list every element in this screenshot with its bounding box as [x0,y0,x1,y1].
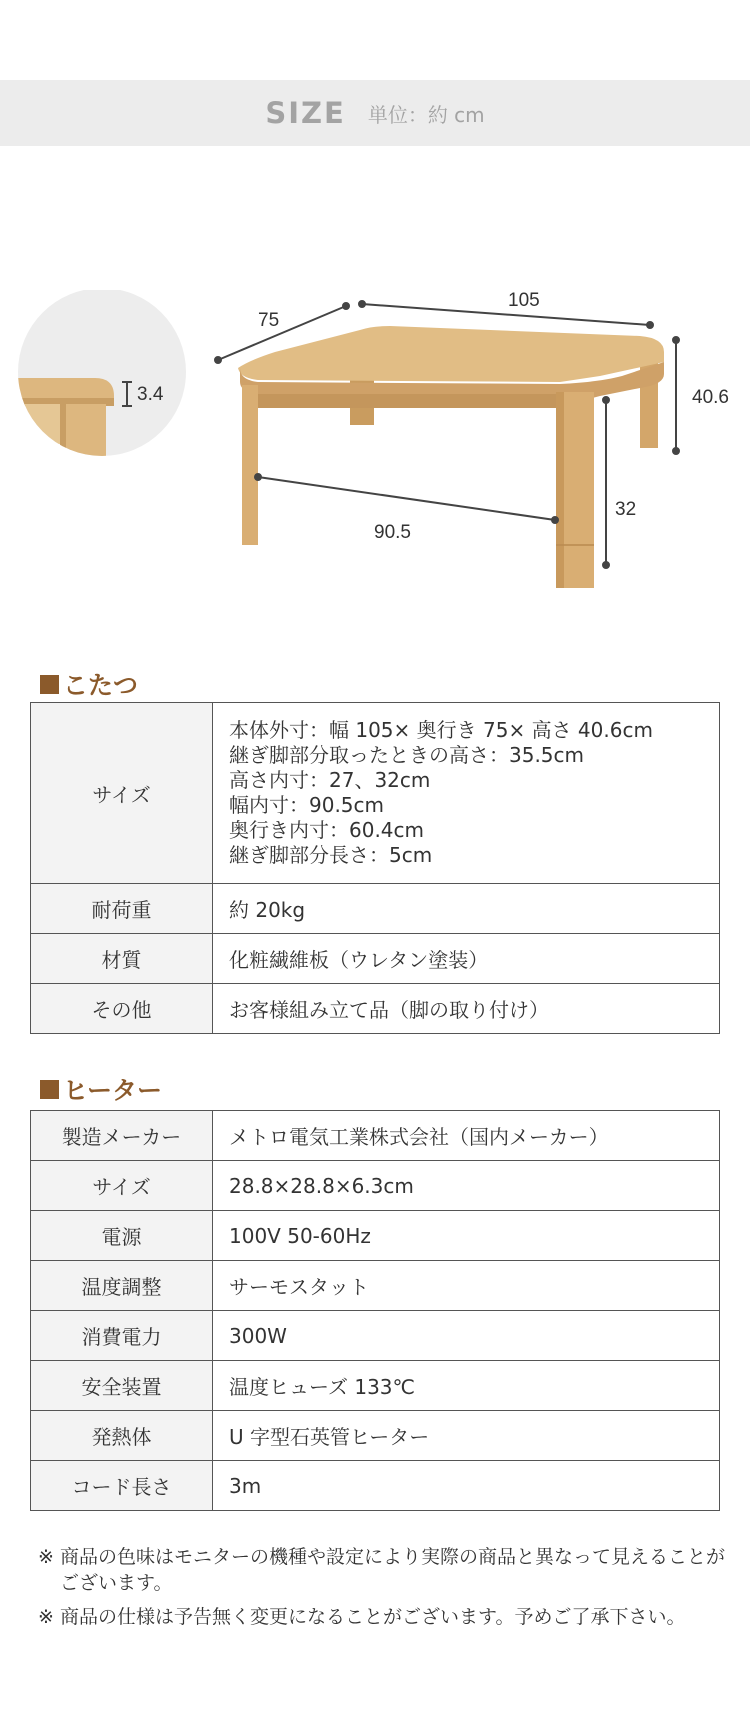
row-value-size [213,703,720,884]
table-row [31,934,720,984]
row-value: お客様組み立て品（脚の取り付け） [213,984,720,1034]
kotatsu-dimension-illustration [0,290,750,590]
row-value: 化粧繊維板（ウレタン塗装） [213,934,720,984]
note-mark: ※ [38,1546,54,1568]
edge-detail-circle [10,290,186,484]
size-header-band [0,80,750,146]
row-value: 28.8×28.8×6.3cm [213,1161,720,1211]
row-label: サイズ [31,703,213,884]
row-value: 温度ヒューズ 133℃ [213,1361,720,1411]
dim-width: 105 [508,290,540,311]
row-label: 発熱体 [31,1411,213,1461]
row-value: メトロ電気工業株式会社（国内メーカー） [213,1111,720,1161]
table-row [31,1161,720,1211]
kotatsu-table-drawing [238,326,664,588]
note-mark: ※ [38,1606,54,1628]
heater-spec-table [30,1110,720,1511]
size-unit: 単位：約 cm [367,102,485,127]
row-value: 約 20kg [213,884,720,934]
heater-heading-text: ヒーター [63,1076,163,1105]
table-row [31,984,720,1034]
row-label: コード長さ [31,1461,213,1511]
table-row [31,1261,720,1311]
square-bullet-icon [40,675,59,694]
size-line: 奥行き内寸：60.4cm [229,818,425,842]
row-label: 製造メーカー [31,1111,213,1161]
table-row [31,1361,720,1411]
table-row [31,1211,720,1261]
row-label: 温度調整 [31,1261,213,1311]
row-label: 耐荷重 [31,884,213,934]
size-line: 本体外寸：幅 105× 奥行き 75× 高さ 40.6cm [229,718,653,742]
size-title: SIZE [265,96,346,130]
kotatsu-section-heading [40,666,138,702]
size-line: 継ぎ脚部分取ったときの高さ：35.5cm [229,743,585,767]
row-label: 消費電力 [31,1311,213,1361]
note-item [38,1604,738,1630]
row-label: その他 [31,984,213,1034]
row-label: 材質 [31,934,213,984]
note-text: 商品の仕様は予告無く変更になることがございます。予めご了承下さい。 [60,1606,686,1628]
row-label: 電源 [31,1211,213,1261]
note-text: 商品の色味はモニターの機種や設定により実際の商品と異なって見えることがございます。 [60,1546,726,1594]
table-row [31,1411,720,1461]
notes-section [38,1544,738,1638]
row-value: 3m [213,1461,720,1511]
note-item [38,1544,738,1596]
row-value: 100V 50-60Hz [213,1211,720,1261]
size-line: 継ぎ脚部分長さ：5cm [229,843,433,867]
table-row [31,1111,720,1161]
row-value: 300W [213,1311,720,1361]
row-label: 安全装置 [31,1361,213,1411]
dim-inner-width: 90.5 [374,522,411,543]
kotatsu-heading-text: こたつ [63,671,139,700]
square-bullet-icon [40,1080,59,1099]
dim-height: 40.6 [692,387,729,408]
row-value: U 字型石英管ヒーター [213,1411,720,1461]
table-row [31,1461,720,1511]
table-row [31,1311,720,1361]
size-line: 幅内寸：90.5cm [229,793,385,817]
row-value: サーモスタット [213,1261,720,1311]
dim-depth: 75 [258,310,280,331]
size-line: 高さ内寸：27、32cm [229,768,431,792]
table-row [31,884,720,934]
row-label: サイズ [31,1161,213,1211]
heater-section-heading [40,1071,162,1107]
dim-top-thickness: 3.4 [137,384,164,405]
dim-inner-height: 32 [615,499,637,520]
kotatsu-spec-table [30,702,720,1034]
table-row [31,703,720,884]
